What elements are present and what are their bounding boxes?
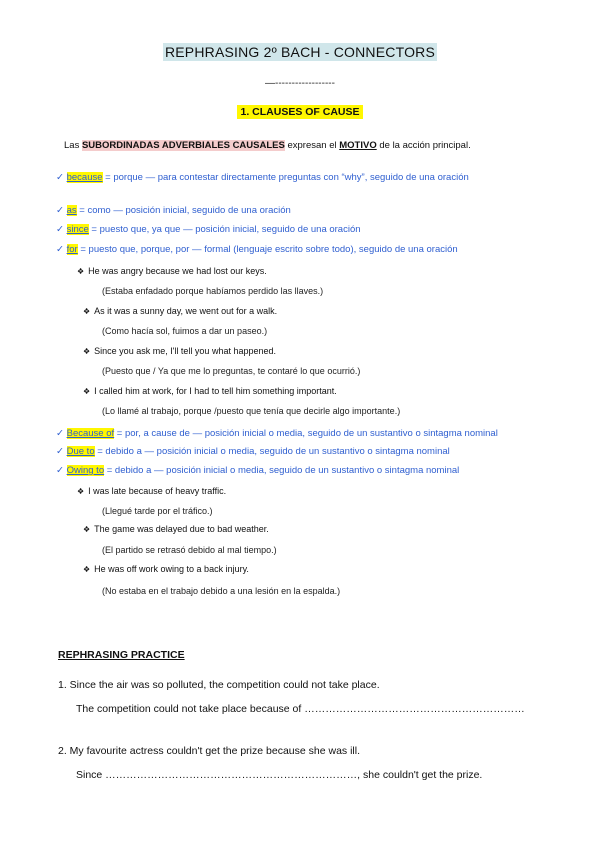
example-en: The game was delayed due to bad weather. <box>94 524 269 534</box>
example-en: Since you ask me, I'll tell you what happened. <box>94 346 276 356</box>
connector-term: for <box>66 244 78 255</box>
example-sentence <box>83 564 249 574</box>
diamond-bullet-icon: ❖ <box>83 565 91 574</box>
example-sentence <box>77 486 226 496</box>
connector-since <box>56 224 361 235</box>
section-heading <box>0 106 600 118</box>
example-en: As it was a sunny day, we went out for a walk. <box>94 306 278 316</box>
check-icon: ✓ <box>56 205 64 216</box>
example-en: I was late because of heavy traffic. <box>88 486 227 496</box>
practice-heading: REPHRASING PRACTICE <box>58 649 185 661</box>
example-sentence <box>83 306 277 316</box>
connector-due-to <box>56 446 450 457</box>
practice-answer-line[interactable]: The competition could not take place because of ……………………………………………………… <box>76 703 525 715</box>
connector-for <box>56 244 458 255</box>
connector-term: since <box>66 224 89 235</box>
example-en: I called him at work, for I had to tell him something important. <box>94 386 337 396</box>
connector-desc: = porque — para contestar directamente preguntas con “why”, seguido de una oración <box>102 172 469 183</box>
connector-desc: = por, a cause de — posición inicial o media, seguido de un sustantivo o sintagma nominal <box>114 428 498 439</box>
check-icon: ✓ <box>56 172 64 183</box>
connector-because-of <box>56 428 498 439</box>
intro-highlight: SUBORDINADAS ADVERBIALES CAUSALES <box>81 140 285 151</box>
connector-term: Due to <box>66 446 95 457</box>
diamond-bullet-icon: ❖ <box>83 387 91 396</box>
example-translation: (El partido se retrasó debido al mal tiempo.) <box>102 545 277 555</box>
example-en: He was off work owing to a back injury. <box>94 564 249 574</box>
diamond-bullet-icon: ❖ <box>77 487 85 496</box>
connector-as <box>56 205 291 216</box>
connector-owing-to <box>56 465 459 476</box>
intro-text-before: Las <box>64 140 82 151</box>
intro-text-middle: expresan el <box>284 140 340 151</box>
connector-desc: = como — posición inicial, seguido de una oración <box>76 205 291 216</box>
example-translation: (No estaba en el trabajo debido a una lesión en la espalda.) <box>102 586 341 596</box>
example-translation: (Estaba enfadado porque habíamos perdido las llaves.) <box>102 286 324 296</box>
section-heading-text: 1. CLAUSES OF CAUSE <box>237 105 362 119</box>
example-sentence <box>83 524 269 534</box>
example-translation: (Como hacía sol, fuimos a dar un paseo.) <box>102 326 268 336</box>
separator-line: —------------------ <box>265 78 335 89</box>
connector-term: Because of <box>66 428 115 439</box>
example-en: He was angry because we had lost our keys. <box>88 266 267 276</box>
example-translation: (Puesto que / Ya que me lo preguntas, te contaré lo que ocurrió.) <box>102 366 361 376</box>
example-sentence <box>83 386 337 396</box>
connector-desc: = debido a — posición inicial o media, seguido de un sustantivo o sintagma nominal <box>94 446 450 457</box>
intro-text-after: de la acción principal. <box>376 140 471 151</box>
diamond-bullet-icon: ❖ <box>83 307 91 316</box>
connector-term: Owing to <box>66 465 105 476</box>
intro-paragraph <box>64 140 471 151</box>
check-icon: ✓ <box>56 446 64 457</box>
example-sentence <box>83 346 276 356</box>
connector-term: because <box>66 172 103 183</box>
connector-desc: = debido a — posición inicial o media, seguido de un sustantivo o sintagma nominal <box>104 465 460 476</box>
intro-underlined-word: MOTIVO <box>339 140 377 151</box>
example-sentence <box>77 266 267 276</box>
check-icon: ✓ <box>56 428 64 439</box>
connector-because <box>56 172 469 183</box>
check-icon: ✓ <box>56 224 64 235</box>
example-translation: (Llegué tarde por el tráfico.) <box>102 506 213 516</box>
practice-question: 1. Since the air was so polluted, the competition could not take place. <box>58 679 380 691</box>
example-translation: (Lo llamé al trabajo, porque /puesto que tenía que decirle algo importante.) <box>102 406 401 416</box>
check-icon: ✓ <box>56 465 64 476</box>
practice-answer-line[interactable]: Since ………………………………………………………………, she couldn't get the prize. <box>76 769 483 781</box>
connector-desc: = puesto que, porque, por — formal (lenguaje escrito sobre todo), seguido de una oración <box>77 244 458 255</box>
check-icon: ✓ <box>56 244 64 255</box>
connector-desc: = puesto que, ya que — posición inicial, seguido de una oración <box>88 224 361 235</box>
diamond-bullet-icon: ❖ <box>83 347 91 356</box>
page-title <box>0 44 600 60</box>
diamond-bullet-icon: ❖ <box>83 525 91 534</box>
diamond-bullet-icon: ❖ <box>77 267 85 276</box>
connector-term: as <box>66 205 77 216</box>
practice-question: 2. My favourite actress couldn't get the prize because she was ill. <box>58 745 360 757</box>
page-title-text: REPHRASING 2º BACH - CONNECTORS <box>164 44 436 60</box>
